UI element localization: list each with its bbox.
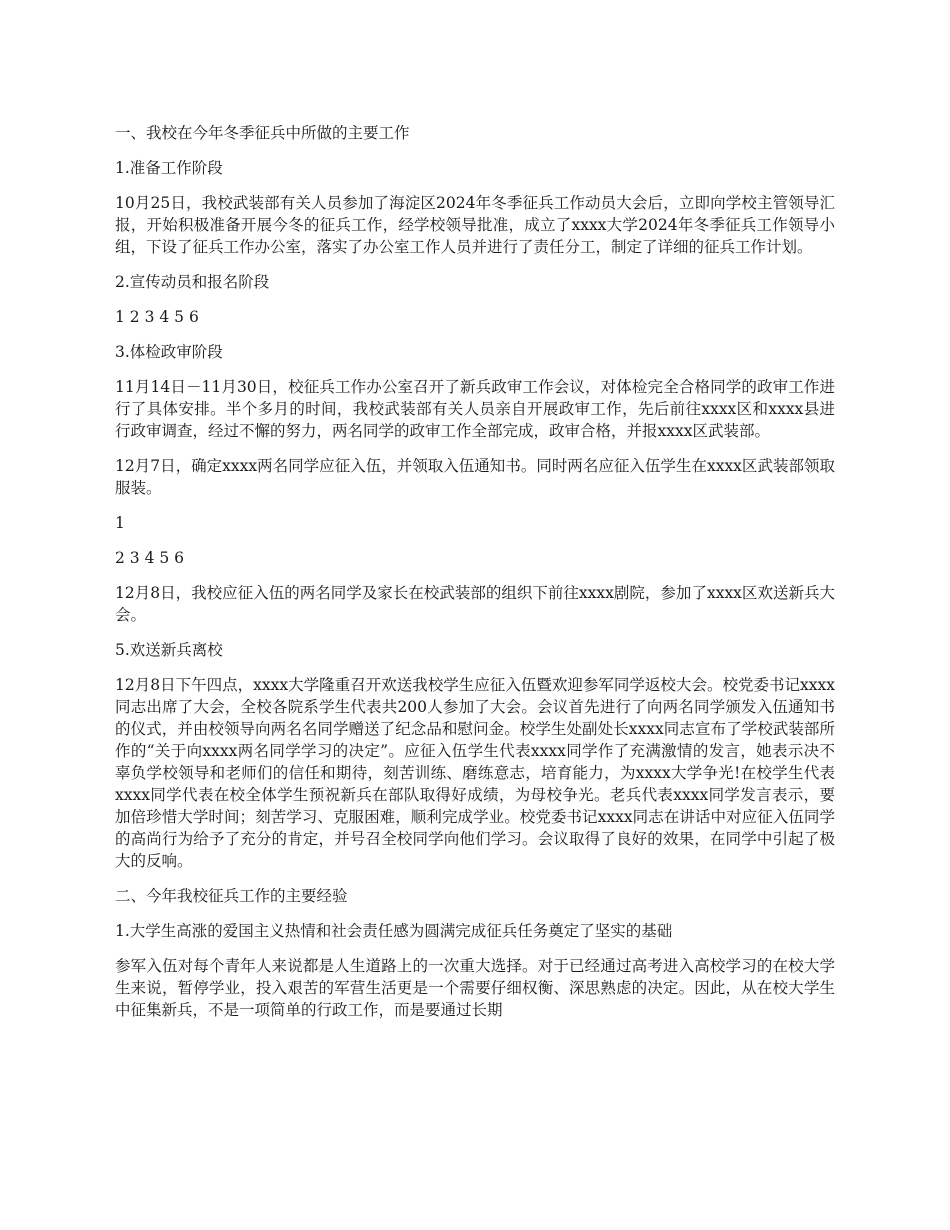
paragraph-enlistment-choice: 参军入伍对每个青年人来说都是人生道路上的一次重大选择。对于已经通过高考进入高校学习的在校大学生来说，暂停学业，投入艰苦的军营生活更是一个需要仔细权衡、深思熟虑的决定。因此，从在校大学生中征集新兵，不是一项简单的行政工作，而是要通过长期	[115, 957, 835, 1019]
subheading-medical-review: 3.体检政审阶段	[115, 343, 223, 361]
section-heading-1: 一、我校在今年冬季征兵中所做的主要工作	[115, 124, 410, 142]
section-heading-2: 二、今年我校征兵工作的主要经验	[115, 887, 348, 905]
number-line-single: 1	[115, 514, 125, 532]
subheading-patriotism: 1.大学生高涨的爱国主义热情和社会责任感为圆满完成征兵任务奠定了坚实的基础	[115, 922, 673, 940]
number-list-line: 1 2 3 4 5 6	[115, 308, 199, 326]
paragraph-preparation: 10月25日，我校武装部有关人员参加了海淀区2024年冬季征兵工作动员大会后，立即向学校主管领导汇报，开始积极准备开展今冬的征兵工作，经学校领导批准，成立了xxxx大学2024年冬季征兵工作领导小组，下设了征兵工作办公室，落实了办公室工作人员并进行了责任分工，制定了详细的征兵工作计划。	[115, 194, 835, 256]
paragraph-farewell-rally: 12月8日，我校应征入伍的两名同学及家长在校武装部的组织下前往xxxx剧院，参加了xxxx区欢送新兵大会。	[115, 584, 835, 624]
subheading-publicity: 2.宣传动员和报名阶段	[115, 273, 270, 291]
paragraph-political-review: 11月14日－11月30日，校征兵工作办公室召开了新兵政审工作会议，对体检完全合格同学的政审工作进行了具体安排。半个多月的时间，我校武装部有关人员亲自开展政审工作，先后前往xxxx区和xxxx县进行政审调查，经过不懈的努力，两名同学的政审工作全部完成，政审合格，并报xxxx区武装部。	[115, 378, 835, 440]
subheading-preparation: 1.准备工作阶段	[115, 159, 223, 177]
subheading-farewell: 5.欢送新兵离校	[115, 641, 223, 659]
paragraph-enlistment-confirm: 12月7日，确定xxxx两名同学应征入伍，并领取入伍通知书。同时两名应征入伍学生在xxxx区武装部领取服装。	[115, 457, 835, 497]
paragraph-farewell-meeting: 12月8日下午四点，xxxx大学隆重召开欢送我校学生应征入伍暨欢迎参军同学返校大会。校党委书记xxxx同志出席了大会，全校各院系学生代表共200人参加了大会。会议首先进行了向两名同学颁发入伍通知书的仪式，并由校领导向两名名同学赠送了纪念品和慰问金。校学生处副处长xxxx同志宣布了学校武装部所作的“关于向xxxx两名同学学习的决定”。应征入伍学生代表xxxx同学作了充满激情的发言，她表示决不辜负学校领导和老师们的信任和期待，刻苦训练、磨练意志，培育能力，为xxxx大学争光!在校学生代表xxxx同学代表在校全体学生预祝新兵在部队取得好成绩，为母校争光。老兵代表xxxx同学发言表示，要加倍珍惜大学时间；刻苦学习、克服困难，顺利完成学业。校党委书记xxxx同志在讲话中对应征入伍同学的高尚行为给予了充分的肯定，并号召全校同学向他们学习。会议取得了良好的效果，在同学中引起了极大的反响。	[115, 676, 835, 870]
document-page	[115, 122, 835, 1034]
number-line-series: 2 3 4 5 6	[115, 549, 185, 567]
